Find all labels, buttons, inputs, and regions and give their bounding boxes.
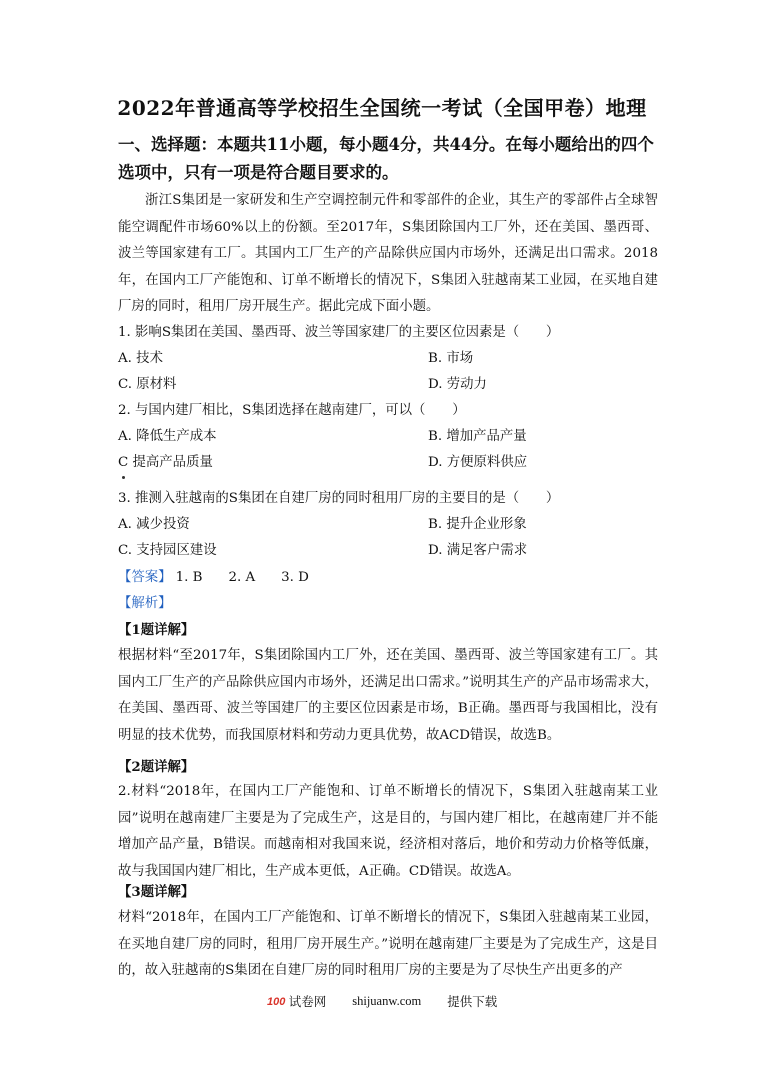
reading-passage (118, 188, 658, 321)
detail-3-text: 材料“2018年，在国内工厂产能饱和、订单不断增长的情况下，S集团入驻越南某工业园，在买地自建厂房的同时，租用厂房开展生产。”说明在越南建厂主要是为了完成生产，这是目的，故入驻越南的S集团在自建厂房的同时租用厂房的主要是为了尽快生产出更多的产 (118, 910, 658, 978)
detail-2-label: 【2题详解】 (118, 759, 195, 775)
question-3-option-d: D. 满足客户需求 (428, 543, 528, 558)
question-2-stem: 2. 与国内建厂相比，S集团选择在越南建厂，可以（ ） (118, 403, 466, 418)
question-3-option-c: C. 支持园区建设 (118, 543, 217, 558)
question-1-stem: 1. 影响S集团在美国、墨西哥、波兰等国家建厂的主要区位因素是（ ） (118, 325, 560, 340)
question-1-option-a: A. 技术 (118, 351, 163, 366)
question-3-option-b: B. 提升企业形象 (428, 517, 527, 532)
footer-site-name: 试卷网 (288, 994, 327, 1009)
answer-1: 1. B (175, 570, 203, 585)
detail-3-label: 【3题详解】 (118, 884, 195, 900)
answer-row (118, 568, 309, 588)
question-1-option-c: C. 原材料 (118, 377, 177, 392)
answer-label: 【答案】 (118, 570, 172, 585)
question-1-option-b: B. 市场 (428, 351, 474, 366)
detail-1-label: 【1题详解】 (118, 622, 195, 638)
detail-1-text: 根据材料“至2017年，S集团除国内工厂外，还在美国、墨西哥、波兰等国家建有工厂。其国内工厂生产的产品除供应国内市场外，还满足出口需求。”说明其生产的产品市场需求大，在美国、墨西哥、波兰等国建厂的主要区位因素是市场，B正确。墨西哥与我国相比，没有明显的技术优势，而我国原材料和劳动力更具优势，故ACD错误，故选B。 (118, 648, 658, 743)
answer-3: 3. D (281, 570, 309, 585)
svg-text:100: 100 (266, 996, 286, 1007)
question-3-stem: 3. 推测入驻越南的S集团在自建厂房的同时租用厂房的主要目的是（ ） (118, 491, 560, 506)
analysis-label: 【解析】 (118, 596, 172, 611)
footer-domain: shijuanw.com (352, 993, 422, 1008)
footer-download-text: 提供下载 (447, 994, 498, 1009)
answer-2: 2. A (228, 570, 256, 585)
question-2-option-b: B. 增加产品产量 (428, 429, 527, 444)
question-2-option-a: A. 降低生产成本 (118, 429, 217, 444)
detail-2-text: 2.材料“2018年，在国内工厂产能饱和、订单不断增长的情况下，S集团入驻越南某工业园”说明在越南建厂主要是为了完成生产，这是目的，与国内建厂相比，在越南建厂并不能增加产品产量，B错误。而越南相对我国来说，经济相对落后，地价和劳动力价格等低廉，故与我国国内建厂相比，生产成本更低，A正确。CD错误。故选A。 (118, 784, 658, 879)
stray-dot-mark (122, 476, 125, 479)
question-2-option-c: C 提高产品质量 (118, 455, 213, 470)
page-footer (0, 992, 764, 1010)
page-title: 2022年普通高等学校招生全国统一考试（全国甲卷）地理 (117, 96, 647, 120)
question-3-option-a: A. 减少投资 (118, 517, 190, 532)
site-logo-icon (267, 995, 289, 1007)
question-1-option-d: D. 劳动力 (428, 377, 487, 392)
question-2-option-d: D. 方便原料供应 (428, 455, 528, 470)
section-heading: 一、选择题：本题共11小题，每小题4分，共44分。在每小题给出的四个选项中，只有一项是符合题目要求的。 (118, 135, 654, 182)
passage-text: 浙江S集团是一家研发和生产空调控制元件和零部件的企业，其生产的零部件占全球智能空调配件市场60%以上的份额。至2017年，S集团除国内工厂外，还在美国、墨西哥、波兰等国家建有工厂。其国内工厂生产的产品除供应国内市场外，还满足出口需求。2018年，在国内工厂产能饱和、订单不断增长的情况下，S集团入驻越南某工业园，在买地自建厂房的同时，租用厂房开展生产。据此完成下面小题。 (118, 193, 658, 314)
